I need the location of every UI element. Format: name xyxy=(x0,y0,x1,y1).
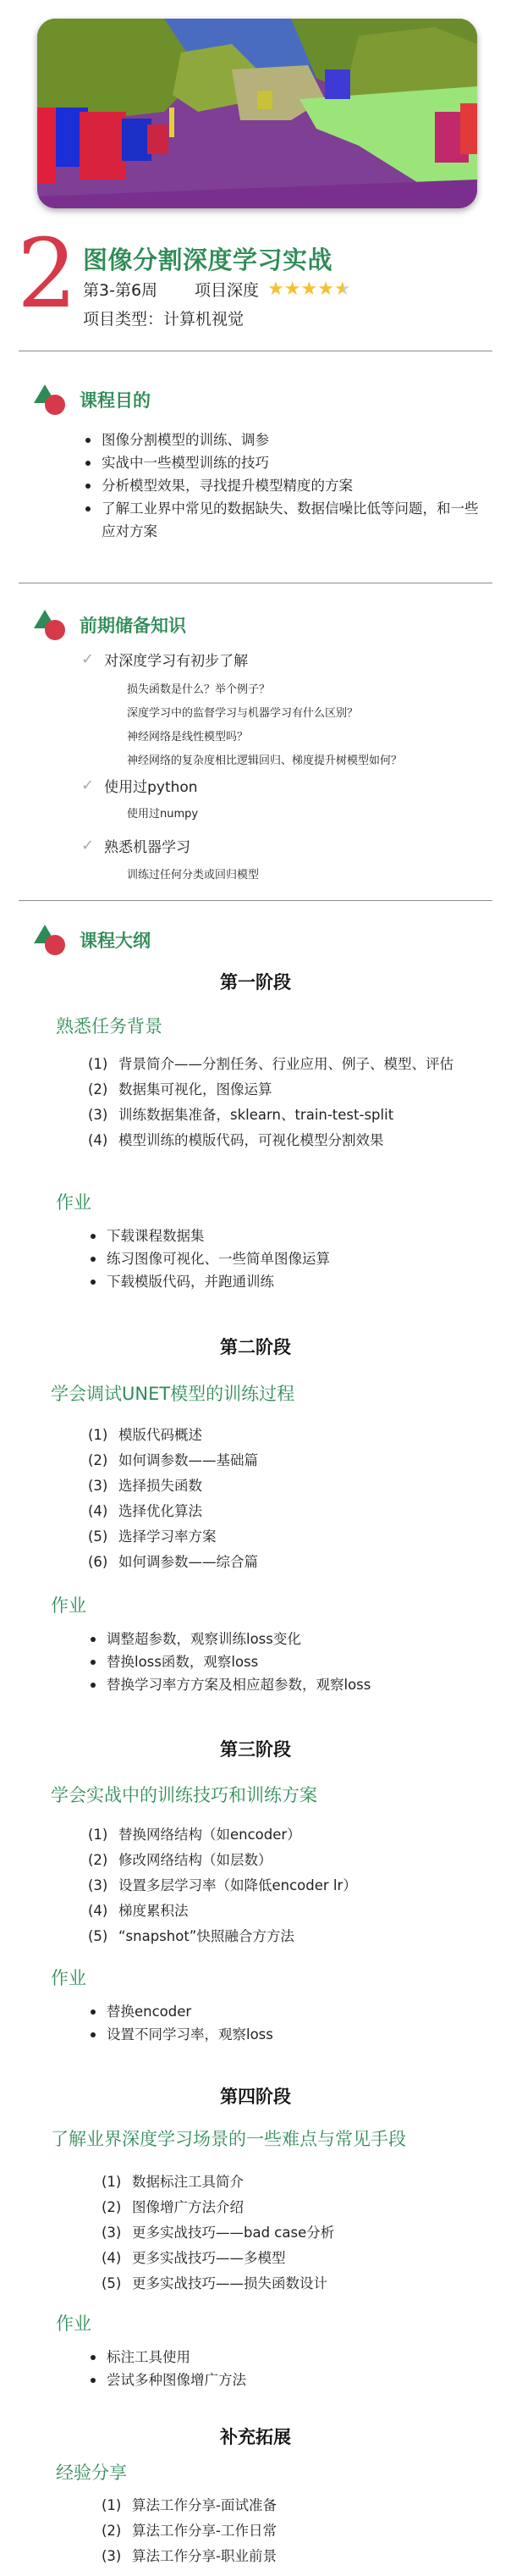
half-star-icon: ★ xyxy=(334,278,351,300)
stage-topic: 经验分享 xyxy=(56,2463,127,2483)
list-item: (1) 替换网络结构（如encoder） xyxy=(88,1827,301,1843)
prereq-notes xyxy=(127,803,198,826)
homework-list xyxy=(88,2000,486,2046)
list-item: 分析模型效果，寻找提升模型精度的方案 xyxy=(83,474,481,497)
list-item: 练习图像可视化、一些简单图像运算 xyxy=(88,1247,486,1270)
list-item: (5) 选择学习率方案 xyxy=(88,1528,217,1545)
star-icon: ★ xyxy=(300,278,318,300)
list-item: 设置不同学习率，观察loss xyxy=(88,2023,486,2046)
stage-items xyxy=(88,1052,477,1153)
hero-image xyxy=(37,19,477,208)
checkmark-icon: ✓ xyxy=(81,777,95,794)
prereq-label: 对深度学习有初步了解 xyxy=(104,653,249,670)
note: 训练过任何分类或回归模型 xyxy=(127,869,260,882)
list-item: (3) 训练数据集准备，sklearn、train-test-split xyxy=(88,1107,394,1123)
list-item: 调整超参数，观察训练loss变化 xyxy=(88,1628,486,1650)
list-item: (2) 如何调参数——基础篇 xyxy=(88,1452,258,1468)
homework-title: 作业 xyxy=(51,1595,86,1616)
list-item: 替换学习率方方案及相应超参数，观察loss xyxy=(88,1673,486,1696)
list-item: 尝试多种图像增广方法 xyxy=(88,2369,486,2391)
star-icon: ★ xyxy=(317,278,334,300)
homework-title: 作业 xyxy=(56,2313,91,2334)
section-title: 课程大纲 xyxy=(80,931,151,951)
depth-rating xyxy=(267,280,351,299)
stage-items xyxy=(88,1423,477,1575)
note: 深度学习中的监督学习与机器学习有什么区别？ xyxy=(127,707,359,720)
note: 损失函数是什么？举个例子？ xyxy=(127,683,271,696)
list-item: (5) “snapshot”快照融合方方法 xyxy=(88,1928,294,1944)
list-item: (1) 背景简介——分割任务、行业应用、例子、模型、评估 xyxy=(88,1056,453,1072)
homework-list xyxy=(88,1224,486,1293)
note: 神经网络是线性模型吗？ xyxy=(127,731,249,744)
homework-title: 作业 xyxy=(51,1968,86,1988)
note: 神经网络的复杂度相比逻辑回归、梯度提升树模型如何？ xyxy=(127,755,403,767)
goals-list xyxy=(83,428,481,543)
stage-title: 补充拓展 xyxy=(220,2427,291,2447)
stage-title: 第一阶段 xyxy=(220,972,291,992)
checkmark-icon: ✓ xyxy=(81,650,95,668)
list-item: 替换encoder xyxy=(88,2000,486,2023)
list-item: (3) 设置多层学习率（如降低encoder lr） xyxy=(88,1877,357,1893)
list-item: 替换loss函数，观察loss xyxy=(88,1650,486,1673)
list-item: 标注工具使用 xyxy=(88,2346,486,2369)
stage-items xyxy=(102,2170,474,2297)
list-item: 下载模版代码，并跑通训练 xyxy=(88,1270,486,1293)
list-item: (4) 选择优化算法 xyxy=(88,1503,202,1519)
project-type: 项目类型：计算机视觉 xyxy=(83,310,245,329)
goals-heading xyxy=(34,383,151,417)
depth-label: 项目深度 xyxy=(195,281,260,300)
prereq-label: 熟悉机器学习 xyxy=(104,839,191,856)
homework-title: 作业 xyxy=(56,1192,91,1213)
stage-title: 第四阶段 xyxy=(220,2087,291,2107)
prereq-notes xyxy=(127,678,402,773)
list-item: (2) 图像增广方法介绍 xyxy=(102,2199,244,2215)
list-item: (5) 更多实战技巧——损失函数设计 xyxy=(102,2275,327,2291)
list-item: 了解工业界中常见的数据缺失、数据信噪比低等问题，和一些应对方案 xyxy=(83,497,481,543)
list-item: (2) 算法工作分享-工作日常 xyxy=(102,2523,277,2539)
list-item: (3) 选择损失函数 xyxy=(88,1478,202,1494)
section-title: 课程目的 xyxy=(80,390,151,411)
section-shapes-icon xyxy=(34,923,68,957)
section-shapes-icon xyxy=(34,383,68,417)
prereq-notes xyxy=(127,864,259,887)
stage-topic: 学会实战中的训练技巧和训练方案 xyxy=(51,1785,317,1805)
homework-list xyxy=(88,1628,486,1696)
list-item: 实战中一些模型训练的技巧 xyxy=(83,451,481,474)
divider xyxy=(19,900,492,901)
checkmark-icon: ✓ xyxy=(81,837,95,854)
list-item: (1) 算法工作分享-面试准备 xyxy=(102,2497,277,2513)
list-item: 图像分割模型的训练、调参 xyxy=(83,428,481,451)
list-item: 下载课程数据集 xyxy=(88,1224,486,1247)
prereq-heading xyxy=(34,608,186,642)
stage-title: 第三阶段 xyxy=(220,1739,291,1760)
prereq-item xyxy=(81,775,198,796)
list-item: (3) 算法工作分享-职业前景 xyxy=(102,2548,277,2564)
stage-topic: 熟悉任务背景 xyxy=(56,1016,162,1036)
project-number: 2 xyxy=(17,219,78,329)
stage-items xyxy=(88,1822,477,1949)
homework-list xyxy=(88,2346,486,2391)
list-item: (4) 模型训练的模版代码，可视化模型分割效果 xyxy=(88,1132,384,1148)
project-meta xyxy=(83,278,351,301)
section-title: 前期储备知识 xyxy=(80,616,186,636)
list-item: (2) 数据集可视化，图像运算 xyxy=(88,1081,272,1097)
prereq-item xyxy=(81,649,248,670)
note: 使用过numpy xyxy=(127,808,199,821)
outline-heading xyxy=(34,923,151,957)
list-item: (1) 数据标注工具简介 xyxy=(102,2174,244,2190)
list-item: (4) 梯度累积法 xyxy=(88,1903,189,1919)
list-item: (4) 更多实战技巧——多模型 xyxy=(102,2250,286,2266)
weeks-label: 第3-第6周 xyxy=(83,281,158,300)
list-item: (3) 更多实战技巧——bad case分析 xyxy=(102,2225,335,2241)
project-title: 图像分割深度学习实战 xyxy=(83,246,333,274)
section-shapes-icon xyxy=(34,608,68,642)
prereq-item xyxy=(81,835,190,856)
star-icon: ★ xyxy=(283,278,301,300)
segmentation-map-image xyxy=(37,19,477,208)
list-item: (6) 如何调参数——综合篇 xyxy=(88,1554,258,1570)
stage-items xyxy=(102,2493,474,2569)
stage-title: 第二阶段 xyxy=(220,1337,291,1357)
star-icon: ★ xyxy=(267,278,284,300)
list-item: (1) 模版代码概述 xyxy=(88,1427,202,1443)
stage-topic: 学会调试UNET模型的训练过程 xyxy=(51,1384,295,1404)
stage-topic: 了解业界深度学习场景的一些难点与常见手段 xyxy=(51,2129,406,2149)
list-item: (2) 修改网络结构（如层数） xyxy=(88,1852,272,1868)
prereq-label: 使用过python xyxy=(104,779,198,796)
